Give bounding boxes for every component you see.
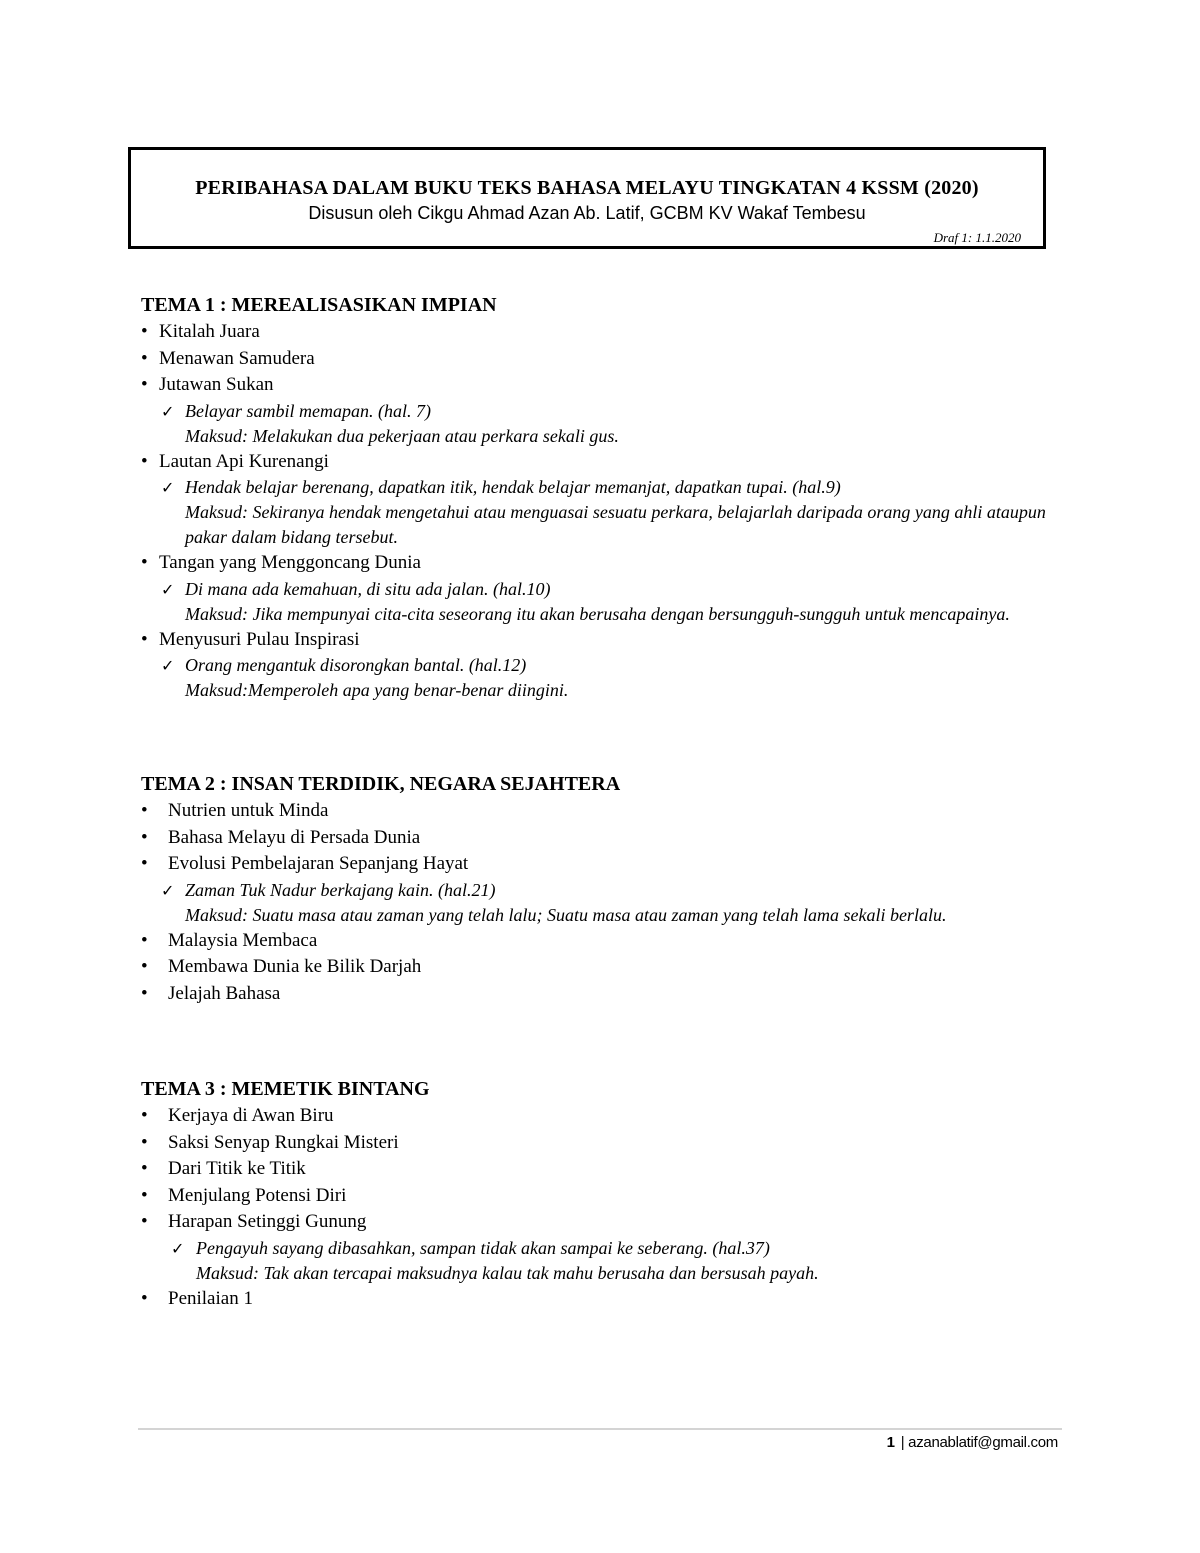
tema-1-section — [141, 292, 1071, 703]
page-number: 1 — [886, 1434, 895, 1451]
tema-1-heading: TEMA 1 : MEREALISASIKAN IMPIAN — [141, 294, 497, 316]
bullet-icon: • — [141, 1211, 148, 1232]
list-item: • Nutrien untuk Minda — [141, 798, 1071, 825]
checkmark-icon: ✓ — [161, 656, 175, 675]
tema-3-section — [141, 1076, 1071, 1312]
maksud-text: Maksud: Tak akan tercapai maksudnya kalau tak mahu berusaha dan bersusah payah. — [196, 1262, 819, 1283]
list-item: • Lautan Api Kurenangi — [141, 449, 1071, 476]
list-item: • Dari Titik ke Titik — [141, 1156, 1071, 1183]
peribahasa-item: ✓ Belayar sambil memapan. (hal. 7) — [141, 399, 1071, 424]
list-item: • Penilaian 1 — [141, 1286, 1071, 1313]
peribahasa-item: ✓ Zaman Tuk Nadur berkajang kain. (hal.21) — [141, 878, 1071, 903]
list-item: • Membawa Dunia ke Bilik Darjah — [141, 954, 1071, 981]
bullet-icon: • — [141, 450, 148, 472]
header-box — [128, 147, 1046, 249]
tema-2-heading: TEMA 2 : INSAN TERDIDIK, NEGARA SEJAHTERA — [141, 773, 621, 795]
bullet-icon: • — [141, 1184, 148, 1206]
footer-divider — [138, 1428, 1062, 1430]
list-item: • Menjulang Potensi Diri — [141, 1183, 1071, 1210]
bullet-icon: • — [141, 982, 148, 1004]
maksud-text: Maksud: Sekiranya hendak mengetahui atau menguasai sesuatu perkara, belajarlah daripada orang yang ahli ataupun pakar dalam bidang tersebut. — [185, 502, 1046, 547]
bullet-icon: • — [141, 853, 148, 874]
document-subtitle: Disusun oleh Cikgu Ahmad Azan Ab. Latif, GCBM KV Wakaf Tembesu — [308, 203, 866, 223]
bullet-icon: • — [141, 1105, 148, 1126]
bullet-icon: • — [141, 800, 148, 821]
maksud-text: Maksud: Melakukan dua pekerjaan atau perkara sekali gus. — [185, 425, 619, 446]
bullet-icon: • — [141, 628, 148, 650]
bullet-icon: • — [141, 956, 148, 977]
list-item: • Jelajah Bahasa — [141, 981, 1071, 1008]
maksud-text: Maksud: Jika mempunyai cita-cita seseorang itu akan berusaha dengan bersungguh-sungguh untuk mencapainya. — [185, 603, 1010, 624]
bullet-icon: • — [141, 1158, 148, 1179]
list-item: • Tangan yang Menggoncang Dunia — [141, 550, 1071, 577]
bullet-icon: • — [141, 1131, 148, 1153]
list-item: • Jutawan Sukan — [141, 372, 1071, 399]
list-item: • Evolusi Pembelajaran Sepanjang Hayat — [141, 851, 1071, 878]
list-item: • Bahasa Melayu di Persada Dunia — [141, 825, 1071, 852]
bullet-icon: • — [141, 347, 148, 369]
tema-2-section — [141, 771, 1071, 1007]
list-item: • Menyusuri Pulau Inspirasi — [141, 627, 1071, 654]
bullet-icon: • — [141, 374, 148, 395]
checkmark-icon: ✓ — [161, 579, 175, 599]
bullet-icon: • — [141, 929, 148, 951]
list-item: • Kerjaya di Awan Biru — [141, 1103, 1071, 1130]
bullet-icon: • — [141, 321, 148, 342]
page-footer — [887, 1434, 1058, 1451]
document-title: PERIBAHASA DALAM BUKU TEKS BAHASA MELAYU TINGKATAN 4 KSSM (2020) — [195, 177, 979, 199]
peribahasa-item: ✓ Hendak belajar berenang, dapatkan itik, hendak belajar memanjat, dapatkan tupai. (hal.9) — [141, 475, 1071, 500]
checkmark-icon: ✓ — [161, 401, 175, 421]
bullet-icon: • — [141, 552, 148, 573]
checkmark-icon: ✓ — [171, 1238, 185, 1258]
list-item: • Harapan Setinggi Gunung — [141, 1209, 1071, 1236]
list-item: • Saksi Senyap Rungkai Misteri — [141, 1130, 1071, 1157]
list-item: • Kitalah Juara — [141, 319, 1071, 346]
checkmark-icon: ✓ — [161, 478, 175, 497]
tema-3-heading: TEMA 3 : MEMETIK BINTANG — [141, 1078, 430, 1100]
checkmark-icon: ✓ — [161, 880, 175, 900]
maksud-text: Maksud:Memperoleh apa yang benar-benar diingini. — [185, 680, 569, 700]
bullet-icon: • — [141, 826, 148, 848]
draft-label: Draf 1: 1.1.2020 — [933, 230, 1021, 245]
list-item: • Menawan Samudera — [141, 346, 1071, 373]
list-item: • Malaysia Membaca — [141, 928, 1071, 955]
peribahasa-item: ✓ Orang mengantuk disorongkan bantal. (hal.12) — [141, 653, 1071, 678]
footer-email: | azanablatif@gmail.com — [900, 1434, 1058, 1451]
maksud-text: Maksud: Suatu masa atau zaman yang telah lalu; Suatu masa atau zaman yang telah lama sekali berlalu. — [185, 904, 947, 925]
peribahasa-item: ✓ Pengayuh sayang dibasahkan, sampan tidak akan sampai ke seberang. (hal.37) — [141, 1236, 1071, 1261]
bullet-icon: • — [141, 1287, 148, 1309]
peribahasa-item: ✓ Di mana ada kemahuan, di situ ada jalan. (hal.10) — [141, 577, 1071, 602]
